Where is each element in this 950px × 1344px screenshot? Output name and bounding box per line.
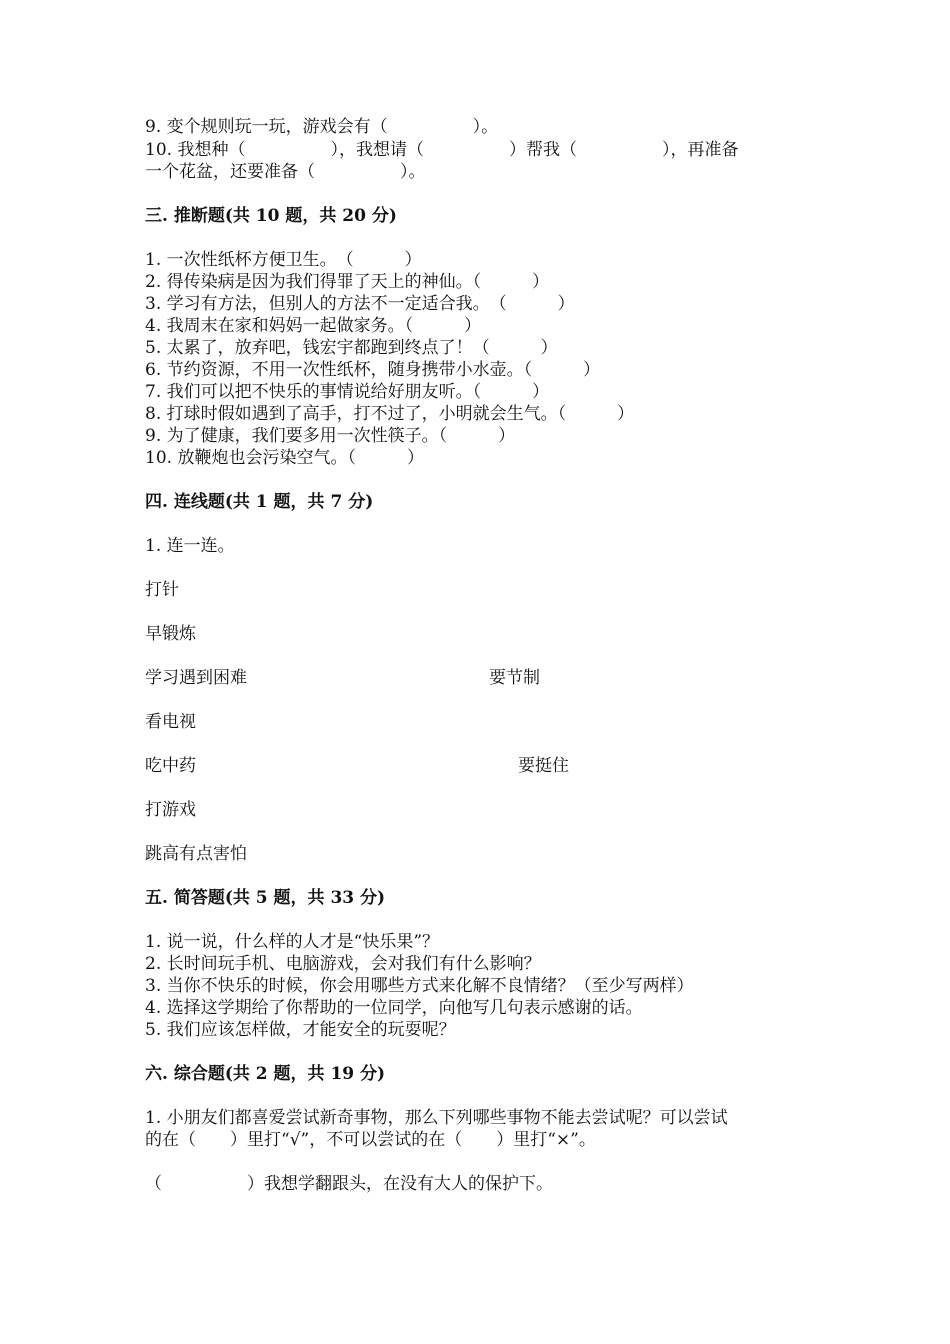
- match-left-item: 跳高有点害怕: [145, 844, 247, 864]
- section3-heading: 三. 推断题(共 10 题，共 20 分): [145, 206, 397, 226]
- section6-q1-line2: 的在（ ）里打“√”，不可以尝试的在（ ）里打“×”。: [145, 1130, 596, 1150]
- section3-item: 8. 打球时假如遇到了高手，打不过了，小明就会生气。（ ）: [145, 404, 635, 424]
- section6-heading: 六. 综合题(共 2 题，共 19 分): [145, 1064, 386, 1084]
- fill-in-q10-line1: 10. 我想种（ ），我想请（ ）帮我（ ），再准备: [145, 140, 739, 160]
- section3-item: 3. 学习有方法，但别人的方法不一定适合我。 （ ）: [145, 294, 575, 314]
- match-right-item: 要挺住: [518, 756, 569, 776]
- section5-item: 3. 当你不快乐的时候，你会用哪些方式来化解不良情绪？（至少写两样）: [145, 976, 694, 996]
- match-left-item: 看电视: [145, 712, 196, 732]
- match-left-item: 学习遇到困难: [145, 668, 247, 688]
- match-left-item: 打游戏: [145, 800, 196, 820]
- section3-item: 1. 一次性纸杯方便卫生。 （ ）: [145, 250, 422, 270]
- section3-item: 9. 为了健康，我们要多用一次性筷子。（ ）: [145, 426, 516, 446]
- fill-in-q9: 9. 变个规则玩一玩，游戏会有（ ）。: [145, 117, 499, 137]
- section5-item: 4. 选择这学期给了你帮助的一位同学，向他写几句表示感谢的话。: [145, 998, 643, 1018]
- section6-sub1: （ ）我想学翻跟头，在没有大人的保护下。: [145, 1174, 553, 1194]
- section5-item: 1. 说一说，什么样的人才是“快乐果”？: [145, 932, 440, 952]
- match-left-item: 吃中药: [145, 756, 196, 776]
- section5-heading: 五. 简答题(共 5 题，共 33 分): [145, 888, 386, 908]
- section4-heading: 四. 连线题(共 1 题，共 7 分): [145, 492, 374, 512]
- match-right-item: 要节制: [489, 668, 540, 688]
- section5-item: 2. 长时间玩手机、电脑游戏，会对我们有什么影响？: [145, 954, 541, 974]
- section4-question: 1. 连一连。: [145, 536, 235, 556]
- section3-item: 4. 我周末在家和妈妈一起做家务。（ ）: [145, 316, 482, 336]
- section3-item: 10. 放鞭炮也会污染空气。（ ）: [145, 448, 424, 468]
- match-left-item: 打针: [145, 580, 179, 600]
- section6-q1-line1: 1. 小朋友们都喜爱尝试新奇事物，那么下列哪些事物不能去尝试呢？可以尝试: [145, 1108, 728, 1128]
- section3-item: 5. 太累了，放弃吧，钱宏宇都跑到终点了！（ ）: [145, 338, 558, 358]
- match-left-item: 早锻炼: [145, 624, 196, 644]
- section3-item: 6. 节约资源，不用一次性纸杯，随身携带小水壶。（ ）: [145, 360, 601, 380]
- section3-item: 7. 我们可以把不快乐的事情说给好朋友听。（ ）: [145, 382, 550, 402]
- section5-item: 5. 我们应该怎样做，才能安全的玩耍呢？: [145, 1020, 456, 1040]
- section3-item: 2. 得传染病是因为我们得罪了天上的神仙。（ ）: [145, 272, 550, 292]
- fill-in-q10-line2: 一个花盆，还要准备（ ）。: [145, 162, 426, 182]
